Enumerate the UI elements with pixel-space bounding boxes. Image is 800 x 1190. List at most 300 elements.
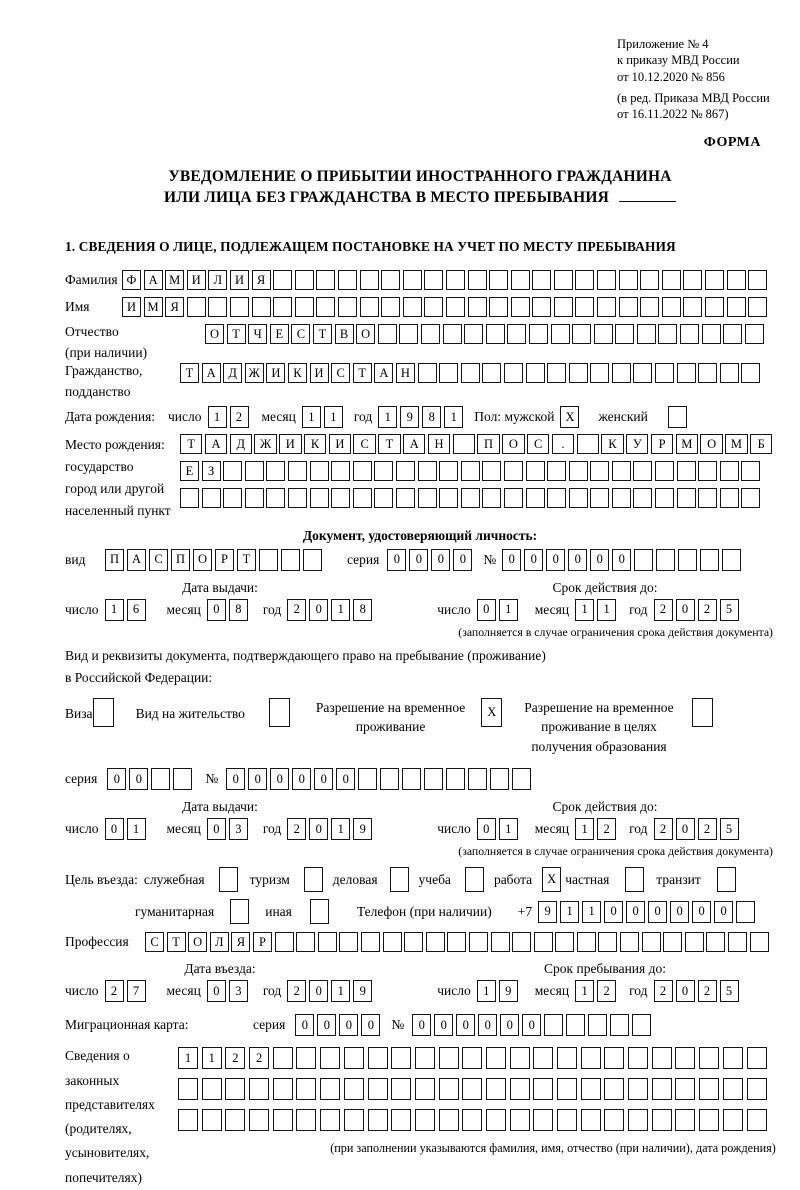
checkbox-cell[interactable] bbox=[625, 867, 644, 892]
char-cell[interactable] bbox=[439, 1047, 459, 1069]
char-cell[interactable] bbox=[557, 1078, 577, 1100]
char-cell[interactable]: Е bbox=[180, 461, 199, 481]
char-cell[interactable] bbox=[338, 270, 357, 290]
checkbox-cell[interactable] bbox=[230, 899, 249, 924]
char-cell[interactable]: 3 bbox=[229, 818, 248, 840]
char-cell[interactable] bbox=[678, 549, 697, 571]
char-cell[interactable] bbox=[383, 932, 402, 952]
char-cell[interactable] bbox=[415, 1109, 435, 1131]
char-cell[interactable] bbox=[273, 1109, 293, 1131]
char-cell[interactable]: 2 bbox=[287, 599, 306, 621]
char-cell[interactable] bbox=[225, 1109, 245, 1131]
char-cell[interactable] bbox=[698, 488, 717, 508]
char-cell[interactable] bbox=[202, 1078, 222, 1100]
char-cell[interactable]: Б bbox=[750, 434, 772, 454]
char-cell[interactable] bbox=[418, 461, 437, 481]
char-cell[interactable] bbox=[391, 1109, 411, 1131]
char-cell[interactable]: О bbox=[193, 549, 212, 571]
char-cell[interactable]: 2 bbox=[105, 980, 124, 1002]
char-cell[interactable]: Ч bbox=[248, 324, 267, 344]
char-cell[interactable] bbox=[245, 461, 264, 481]
char-cell[interactable] bbox=[225, 1078, 245, 1100]
char-cell[interactable]: П bbox=[477, 434, 499, 454]
char-cell[interactable] bbox=[151, 768, 170, 790]
char-cell[interactable]: 0 bbox=[339, 1014, 358, 1036]
char-cell[interactable] bbox=[533, 1078, 553, 1100]
char-cell[interactable] bbox=[504, 488, 523, 508]
char-cell[interactable] bbox=[741, 363, 760, 383]
char-cell[interactable] bbox=[316, 297, 335, 317]
char-cell[interactable] bbox=[547, 363, 566, 383]
checkbox-cell[interactable] bbox=[465, 867, 484, 892]
char-cell[interactable] bbox=[628, 1109, 648, 1131]
char-cell[interactable] bbox=[245, 488, 264, 508]
char-cell[interactable]: 2 bbox=[698, 818, 717, 840]
char-cell[interactable] bbox=[374, 488, 393, 508]
char-cell[interactable]: А bbox=[403, 434, 425, 454]
char-cell[interactable]: М bbox=[144, 297, 163, 317]
char-cell[interactable] bbox=[344, 1109, 364, 1131]
char-cell[interactable] bbox=[706, 932, 725, 952]
char-cell[interactable] bbox=[402, 768, 421, 790]
char-cell[interactable]: 0 bbox=[270, 768, 289, 790]
char-cell[interactable] bbox=[453, 434, 475, 454]
char-cell[interactable] bbox=[396, 488, 415, 508]
char-cell[interactable] bbox=[594, 324, 613, 344]
char-cell[interactable] bbox=[590, 488, 609, 508]
char-cell[interactable] bbox=[295, 270, 314, 290]
char-cell[interactable]: С bbox=[353, 434, 375, 454]
char-cell[interactable]: И bbox=[310, 363, 329, 383]
char-cell[interactable] bbox=[723, 1047, 743, 1069]
char-cell[interactable] bbox=[747, 1109, 767, 1131]
char-cell[interactable]: X bbox=[560, 406, 579, 428]
char-cell[interactable] bbox=[637, 324, 656, 344]
char-cell[interactable]: 7 bbox=[127, 980, 146, 1002]
char-cell[interactable]: С bbox=[145, 932, 164, 952]
char-cell[interactable]: Е bbox=[270, 324, 289, 344]
char-cell[interactable] bbox=[418, 363, 437, 383]
char-cell[interactable]: 0 bbox=[248, 768, 267, 790]
char-cell[interactable] bbox=[604, 1109, 624, 1131]
char-cell[interactable] bbox=[656, 549, 675, 571]
char-cell[interactable] bbox=[526, 488, 545, 508]
char-cell[interactable] bbox=[381, 270, 400, 290]
char-cell[interactable]: А bbox=[202, 363, 221, 383]
char-cell[interactable]: 1 bbox=[105, 599, 124, 621]
char-cell[interactable] bbox=[339, 932, 358, 952]
char-cell[interactable] bbox=[512, 932, 531, 952]
char-cell[interactable] bbox=[597, 297, 616, 317]
char-cell[interactable]: С bbox=[291, 324, 310, 344]
char-cell[interactable] bbox=[628, 1047, 648, 1069]
char-cell[interactable] bbox=[439, 363, 458, 383]
char-cell[interactable] bbox=[374, 461, 393, 481]
char-cell[interactable]: 0 bbox=[714, 901, 733, 923]
char-cell[interactable] bbox=[683, 297, 702, 317]
char-cell[interactable] bbox=[320, 1078, 340, 1100]
char-cell[interactable] bbox=[391, 1078, 411, 1100]
checkbox-cell[interactable] bbox=[717, 867, 736, 892]
char-cell[interactable] bbox=[652, 1109, 672, 1131]
char-cell[interactable] bbox=[249, 1078, 269, 1100]
char-cell[interactable] bbox=[619, 270, 638, 290]
char-cell[interactable] bbox=[461, 363, 480, 383]
char-cell[interactable] bbox=[747, 1047, 767, 1069]
char-cell[interactable] bbox=[741, 461, 760, 481]
char-cell[interactable] bbox=[446, 270, 465, 290]
char-cell[interactable] bbox=[557, 1047, 577, 1069]
char-cell[interactable]: Т bbox=[378, 434, 400, 454]
char-cell[interactable] bbox=[303, 549, 322, 571]
char-cell[interactable]: А bbox=[374, 363, 393, 383]
char-cell[interactable] bbox=[604, 1047, 624, 1069]
char-cell[interactable]: 0 bbox=[226, 768, 245, 790]
char-cell[interactable]: И bbox=[187, 270, 206, 290]
char-cell[interactable]: Д bbox=[223, 363, 242, 383]
char-cell[interactable]: О bbox=[356, 324, 375, 344]
char-cell[interactable]: 0 bbox=[431, 549, 450, 571]
char-cell[interactable] bbox=[675, 1109, 695, 1131]
char-cell[interactable]: 0 bbox=[648, 901, 667, 923]
char-cell[interactable]: С bbox=[527, 434, 549, 454]
char-cell[interactable]: 1 bbox=[499, 599, 518, 621]
char-cell[interactable]: О bbox=[700, 434, 722, 454]
char-cell[interactable] bbox=[396, 461, 415, 481]
char-cell[interactable] bbox=[723, 324, 742, 344]
char-cell[interactable]: 9 bbox=[499, 980, 518, 1002]
char-cell[interactable] bbox=[462, 1078, 482, 1100]
char-cell[interactable] bbox=[486, 1078, 506, 1100]
char-cell[interactable]: 0 bbox=[477, 818, 496, 840]
char-cell[interactable] bbox=[590, 363, 609, 383]
char-cell[interactable]: С bbox=[149, 549, 168, 571]
char-cell[interactable] bbox=[468, 270, 487, 290]
char-cell[interactable]: 0 bbox=[292, 768, 311, 790]
char-cell[interactable] bbox=[652, 1047, 672, 1069]
char-cell[interactable]: Н bbox=[428, 434, 450, 454]
char-cell[interactable]: 0 bbox=[676, 818, 695, 840]
char-cell[interactable]: 2 bbox=[597, 818, 616, 840]
char-cell[interactable] bbox=[655, 461, 674, 481]
char-cell[interactable]: 1 bbox=[444, 406, 463, 428]
char-cell[interactable] bbox=[461, 488, 480, 508]
char-cell[interactable]: В bbox=[335, 324, 354, 344]
title-blank-line[interactable] bbox=[619, 189, 676, 202]
char-cell[interactable] bbox=[353, 461, 372, 481]
char-cell[interactable]: 0 bbox=[309, 599, 328, 621]
char-cell[interactable]: 0 bbox=[412, 1014, 431, 1036]
char-cell[interactable]: 1 bbox=[208, 406, 227, 428]
char-cell[interactable] bbox=[361, 932, 380, 952]
char-cell[interactable] bbox=[331, 461, 350, 481]
char-cell[interactable]: 0 bbox=[453, 549, 472, 571]
char-cell[interactable] bbox=[533, 1047, 553, 1069]
char-cell[interactable]: 0 bbox=[314, 768, 333, 790]
char-cell[interactable] bbox=[668, 406, 687, 428]
char-cell[interactable] bbox=[750, 932, 769, 952]
char-cell[interactable] bbox=[747, 1078, 767, 1100]
char-cell[interactable] bbox=[273, 297, 292, 317]
char-cell[interactable] bbox=[662, 270, 681, 290]
char-cell[interactable] bbox=[360, 270, 379, 290]
char-cell[interactable] bbox=[424, 270, 443, 290]
checkbox-cell[interactable] bbox=[93, 698, 114, 727]
char-cell[interactable]: 1 bbox=[202, 1047, 222, 1069]
char-cell[interactable] bbox=[296, 1078, 316, 1100]
char-cell[interactable]: 0 bbox=[546, 549, 565, 571]
char-cell[interactable] bbox=[628, 1078, 648, 1100]
char-cell[interactable] bbox=[391, 1047, 411, 1069]
char-cell[interactable] bbox=[510, 1078, 530, 1100]
char-cell[interactable] bbox=[462, 1109, 482, 1131]
char-cell[interactable]: 1 bbox=[178, 1047, 198, 1069]
char-cell[interactable] bbox=[677, 363, 696, 383]
char-cell[interactable] bbox=[358, 768, 377, 790]
char-cell[interactable]: 0 bbox=[568, 549, 587, 571]
char-cell[interactable]: Л bbox=[208, 270, 227, 290]
char-cell[interactable]: Т bbox=[180, 434, 202, 454]
char-cell[interactable]: 1 bbox=[575, 980, 594, 1002]
char-cell[interactable] bbox=[353, 488, 372, 508]
char-cell[interactable] bbox=[273, 1047, 293, 1069]
char-cell[interactable] bbox=[640, 270, 659, 290]
char-cell[interactable] bbox=[685, 932, 704, 952]
char-cell[interactable] bbox=[202, 1109, 222, 1131]
char-cell[interactable] bbox=[230, 297, 249, 317]
char-cell[interactable] bbox=[705, 297, 724, 317]
char-cell[interactable]: 0 bbox=[434, 1014, 453, 1036]
char-cell[interactable]: 1 bbox=[597, 599, 616, 621]
char-cell[interactable] bbox=[526, 461, 545, 481]
char-cell[interactable] bbox=[320, 1047, 340, 1069]
checkbox-cell[interactable] bbox=[219, 867, 238, 892]
char-cell[interactable] bbox=[421, 324, 440, 344]
char-cell[interactable] bbox=[482, 363, 501, 383]
char-cell[interactable]: 0 bbox=[129, 768, 148, 790]
char-cell[interactable] bbox=[511, 297, 530, 317]
char-cell[interactable] bbox=[447, 932, 466, 952]
char-cell[interactable]: 0 bbox=[207, 980, 226, 1002]
char-cell[interactable]: М bbox=[676, 434, 698, 454]
char-cell[interactable] bbox=[532, 297, 551, 317]
char-cell[interactable]: 2 bbox=[287, 980, 306, 1002]
char-cell[interactable] bbox=[723, 1078, 743, 1100]
char-cell[interactable] bbox=[604, 1078, 624, 1100]
char-cell[interactable] bbox=[677, 461, 696, 481]
char-cell[interactable] bbox=[486, 324, 505, 344]
char-cell[interactable] bbox=[178, 1078, 198, 1100]
char-cell[interactable] bbox=[588, 1014, 607, 1036]
checkbox-cell[interactable]: X bbox=[542, 867, 561, 892]
char-cell[interactable]: М bbox=[725, 434, 747, 454]
char-cell[interactable]: И bbox=[329, 434, 351, 454]
char-cell[interactable] bbox=[544, 1014, 563, 1036]
char-cell[interactable] bbox=[273, 270, 292, 290]
char-cell[interactable]: 0 bbox=[612, 549, 631, 571]
char-cell[interactable] bbox=[178, 1109, 198, 1131]
char-cell[interactable] bbox=[418, 488, 437, 508]
char-cell[interactable] bbox=[249, 1109, 269, 1131]
char-cell[interactable]: 0 bbox=[361, 1014, 380, 1036]
char-cell[interactable]: 0 bbox=[478, 1014, 497, 1036]
char-cell[interactable]: Т bbox=[167, 932, 186, 952]
char-cell[interactable]: 0 bbox=[604, 901, 623, 923]
char-cell[interactable] bbox=[310, 488, 329, 508]
char-cell[interactable] bbox=[581, 1109, 601, 1131]
char-cell[interactable]: . bbox=[552, 434, 574, 454]
char-cell[interactable] bbox=[486, 1109, 506, 1131]
char-cell[interactable] bbox=[338, 297, 357, 317]
char-cell[interactable] bbox=[663, 932, 682, 952]
char-cell[interactable]: И bbox=[230, 270, 249, 290]
char-cell[interactable]: 8 bbox=[229, 599, 248, 621]
char-cell[interactable] bbox=[526, 363, 545, 383]
char-cell[interactable] bbox=[288, 461, 307, 481]
char-cell[interactable] bbox=[615, 324, 634, 344]
char-cell[interactable]: К bbox=[288, 363, 307, 383]
char-cell[interactable]: Я bbox=[165, 297, 184, 317]
char-cell[interactable]: 1 bbox=[575, 599, 594, 621]
checkbox-cell[interactable]: X bbox=[481, 698, 502, 727]
char-cell[interactable] bbox=[700, 549, 719, 571]
char-cell[interactable] bbox=[741, 488, 760, 508]
char-cell[interactable] bbox=[620, 932, 639, 952]
char-cell[interactable] bbox=[439, 1078, 459, 1100]
char-cell[interactable] bbox=[490, 768, 509, 790]
char-cell[interactable] bbox=[252, 297, 271, 317]
char-cell[interactable]: 9 bbox=[353, 818, 372, 840]
char-cell[interactable] bbox=[727, 297, 746, 317]
char-cell[interactable]: И bbox=[279, 434, 301, 454]
char-cell[interactable]: 0 bbox=[502, 549, 521, 571]
char-cell[interactable] bbox=[202, 488, 221, 508]
char-cell[interactable]: А bbox=[127, 549, 146, 571]
char-cell[interactable]: 2 bbox=[287, 818, 306, 840]
char-cell[interactable] bbox=[173, 768, 192, 790]
char-cell[interactable]: 1 bbox=[127, 818, 146, 840]
char-cell[interactable]: 9 bbox=[353, 980, 372, 1002]
char-cell[interactable] bbox=[655, 488, 674, 508]
char-cell[interactable]: 0 bbox=[207, 818, 226, 840]
char-cell[interactable] bbox=[378, 324, 397, 344]
char-cell[interactable]: О bbox=[502, 434, 524, 454]
char-cell[interactable] bbox=[223, 461, 242, 481]
char-cell[interactable]: Н bbox=[396, 363, 415, 383]
char-cell[interactable]: О bbox=[205, 324, 224, 344]
char-cell[interactable]: 0 bbox=[670, 901, 689, 923]
char-cell[interactable] bbox=[554, 297, 573, 317]
char-cell[interactable] bbox=[532, 270, 551, 290]
char-cell[interactable] bbox=[403, 297, 422, 317]
char-cell[interactable]: З bbox=[202, 461, 221, 481]
char-cell[interactable]: 0 bbox=[524, 549, 543, 571]
char-cell[interactable]: 2 bbox=[225, 1047, 245, 1069]
char-cell[interactable]: А bbox=[144, 270, 163, 290]
char-cell[interactable]: 2 bbox=[698, 980, 717, 1002]
char-cell[interactable] bbox=[572, 324, 591, 344]
char-cell[interactable] bbox=[443, 324, 462, 344]
char-cell[interactable] bbox=[507, 324, 526, 344]
char-cell[interactable] bbox=[554, 270, 573, 290]
char-cell[interactable] bbox=[486, 1047, 506, 1069]
char-cell[interactable] bbox=[702, 324, 721, 344]
char-cell[interactable]: Ж bbox=[254, 434, 276, 454]
char-cell[interactable] bbox=[698, 461, 717, 481]
char-cell[interactable]: 8 bbox=[422, 406, 441, 428]
char-cell[interactable] bbox=[439, 461, 458, 481]
char-cell[interactable]: 2 bbox=[597, 980, 616, 1002]
char-cell[interactable] bbox=[569, 363, 588, 383]
char-cell[interactable] bbox=[612, 363, 631, 383]
char-cell[interactable]: И bbox=[266, 363, 285, 383]
char-cell[interactable]: 0 bbox=[626, 901, 645, 923]
char-cell[interactable] bbox=[296, 1109, 316, 1131]
char-cell[interactable]: Я bbox=[252, 270, 271, 290]
char-cell[interactable] bbox=[675, 1078, 695, 1100]
char-cell[interactable]: У bbox=[626, 434, 648, 454]
char-cell[interactable]: 8 bbox=[353, 599, 372, 621]
char-cell[interactable]: 1 bbox=[324, 406, 343, 428]
char-cell[interactable]: 0 bbox=[387, 549, 406, 571]
char-cell[interactable] bbox=[677, 488, 696, 508]
char-cell[interactable]: 0 bbox=[309, 980, 328, 1002]
char-cell[interactable] bbox=[547, 488, 566, 508]
char-cell[interactable] bbox=[360, 297, 379, 317]
char-cell[interactable]: О bbox=[188, 932, 207, 952]
char-cell[interactable] bbox=[415, 1047, 435, 1069]
char-cell[interactable]: П bbox=[171, 549, 190, 571]
char-cell[interactable] bbox=[462, 1047, 482, 1069]
char-cell[interactable] bbox=[699, 1078, 719, 1100]
char-cell[interactable] bbox=[581, 1078, 601, 1100]
char-cell[interactable] bbox=[581, 1047, 601, 1069]
char-cell[interactable] bbox=[534, 932, 553, 952]
char-cell[interactable] bbox=[504, 461, 523, 481]
char-cell[interactable]: 1 bbox=[378, 406, 397, 428]
char-cell[interactable] bbox=[208, 297, 227, 317]
char-cell[interactable] bbox=[633, 363, 652, 383]
char-cell[interactable] bbox=[461, 461, 480, 481]
char-cell[interactable]: 0 bbox=[676, 980, 695, 1002]
char-cell[interactable]: А bbox=[205, 434, 227, 454]
char-cell[interactable] bbox=[368, 1109, 388, 1131]
char-cell[interactable] bbox=[655, 363, 674, 383]
char-cell[interactable] bbox=[575, 297, 594, 317]
char-cell[interactable]: Т bbox=[353, 363, 372, 383]
char-cell[interactable] bbox=[491, 932, 510, 952]
char-cell[interactable]: 0 bbox=[522, 1014, 541, 1036]
char-cell[interactable]: Т bbox=[313, 324, 332, 344]
char-cell[interactable] bbox=[275, 932, 294, 952]
char-cell[interactable]: 0 bbox=[456, 1014, 475, 1036]
char-cell[interactable] bbox=[728, 932, 747, 952]
char-cell[interactable]: 0 bbox=[409, 549, 428, 571]
char-cell[interactable]: 5 bbox=[720, 818, 739, 840]
char-cell[interactable] bbox=[566, 1014, 585, 1036]
char-cell[interactable] bbox=[612, 461, 631, 481]
char-cell[interactable] bbox=[632, 1014, 651, 1036]
char-cell[interactable] bbox=[381, 297, 400, 317]
char-cell[interactable] bbox=[736, 901, 755, 923]
checkbox-cell[interactable] bbox=[304, 867, 323, 892]
char-cell[interactable] bbox=[748, 297, 767, 317]
char-cell[interactable] bbox=[705, 270, 724, 290]
char-cell[interactable]: 0 bbox=[107, 768, 126, 790]
char-cell[interactable] bbox=[698, 363, 717, 383]
char-cell[interactable]: 1 bbox=[331, 599, 350, 621]
char-cell[interactable] bbox=[590, 461, 609, 481]
